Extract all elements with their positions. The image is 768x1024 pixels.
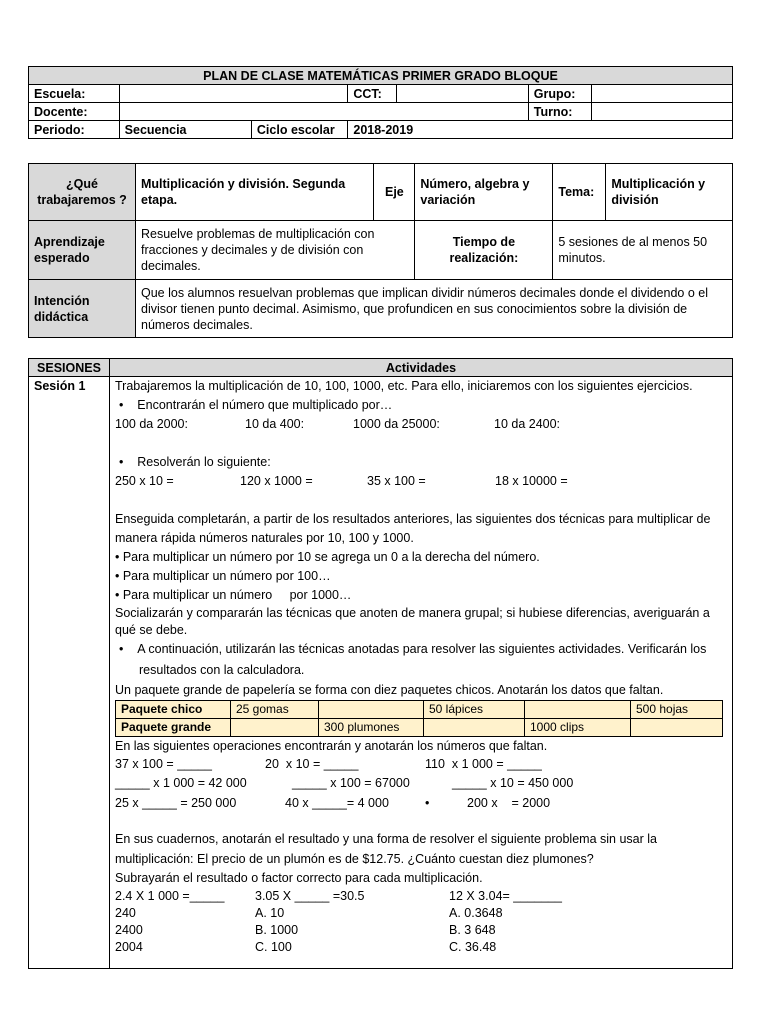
ciclo-value: 2018-2019 <box>348 121 733 139</box>
operation-item: 110 x 1 000 = _____ <box>425 757 542 771</box>
operaciones-row-1 <box>115 756 727 773</box>
paquete-cell <box>424 719 525 737</box>
exercise-item: 10 da 2400: <box>494 417 561 431</box>
cct-label: CCT: <box>348 85 397 103</box>
mc-item: C. 36.48 <box>449 940 497 954</box>
grupo-label: Grupo: <box>528 85 591 103</box>
exercise-row-2 <box>115 472 727 491</box>
grupo-value <box>591 85 732 103</box>
mc-item: 240 <box>115 906 136 920</box>
mc-item: C. 100 <box>255 940 292 954</box>
que-label: ¿Qué trabajaremos ? <box>29 164 136 221</box>
operation-item: 37 x 100 = _____ <box>115 757 212 771</box>
paquete-cell: 300 plumones <box>319 719 424 737</box>
ciclo-label: Ciclo escolar <box>251 121 347 139</box>
paquete-cell: 25 gomas <box>231 701 319 719</box>
exercise-row-1 <box>115 415 727 434</box>
paquete-chico-row <box>116 701 723 719</box>
bullet-encontraran-text: Encontrarán el número que multiplicado por… <box>137 398 393 412</box>
operation-item: 200 x = 2000 <box>467 796 551 810</box>
cct-value <box>397 85 528 103</box>
mc-item: 2.4 X 1 000 =_____ <box>115 889 225 903</box>
paquete-grande-row <box>116 719 723 737</box>
plan-title: PLAN DE CLASE MATEMÁTICAS PRIMER GRADO BLOQUE <box>29 67 733 85</box>
col-actividades: Actividades <box>110 359 733 377</box>
turno-value <box>591 103 732 121</box>
exercise-item: 250 x 10 = <box>115 474 174 488</box>
docente-value <box>119 103 528 121</box>
mc-item: B. 3 648 <box>449 923 496 937</box>
header-table <box>28 66 733 139</box>
paquete-cell <box>525 701 631 719</box>
operation-item: _____ x 1 000 = 42 000 <box>115 776 247 790</box>
bullet-continuacion: • A continuación, utilizarán las técnicas anotadas para resolver las siguientes actividades. Verificarán los resultados con la calculadora. <box>119 642 707 677</box>
mc-column-3 <box>449 888 562 956</box>
eje-value: Número, algebra y variación <box>415 164 553 221</box>
exercise-item: 18 x 10000 = <box>495 474 568 488</box>
cuadernos-text: En sus cuadernos, anotarán el resultado y una forma de resolver el siguiente problema sin usar la multiplicación: El precio de un plumón es de $12.75. ¿Cuánto cuestan diez plumones? <box>115 832 657 866</box>
bullet-continuacion-text: A continuación, utilizarán las técnicas anotadas para resolver las siguientes actividades. Verificarán los resultados con la calculadora. <box>137 642 707 677</box>
subrayaran-text: Subrayarán el resultado o factor correcto para cada multiplicación. <box>115 871 483 885</box>
paquete-cell <box>319 701 424 719</box>
mc-item: A. 10 <box>255 906 285 920</box>
mc-item: B. 1000 <box>255 923 299 937</box>
tiempo-value: 5 sesiones de al menos 50 minutos. <box>553 221 733 280</box>
docente-label: Docente: <box>29 103 120 121</box>
escuela-label: Escuela: <box>29 85 120 103</box>
mc-item: 2004 <box>115 940 143 954</box>
exercise-item: 1000 da 25000: <box>353 417 440 431</box>
paquete-cell: Paquete chico <box>116 701 231 719</box>
tecnica-100: • Para multiplicar un número por 100… <box>115 569 331 583</box>
turno-label: Turno: <box>528 103 591 121</box>
exercise-item: 120 x 1000 = <box>240 474 313 488</box>
session-label: Sesión 1 <box>29 377 110 969</box>
bullet-encontraran: • Encontrarán el número que multiplicado por… <box>119 398 393 412</box>
paquete-cell: 50 lápices <box>424 701 525 719</box>
tecnica-1000: • Para multiplicar un número por 1000… <box>115 588 352 602</box>
exercise-item: 10 da 400: <box>245 417 305 431</box>
operaciones-row-3 <box>115 793 727 813</box>
operation-item: 25 x _____ = 250 000 <box>115 796 237 810</box>
intencion-value: Que los alumnos resuelvan problemas que implican dividir números decimales donde el dividendo o el divisor tienen punto decimal. Asimismo, que profundicen en sus conocimientos sobre la división de números decimales. <box>136 280 733 338</box>
paquete-cell <box>631 719 723 737</box>
aprendizaje-value: Resuelve problemas de multiplicación con fracciones y decimales y de división con decimales. <box>136 221 415 280</box>
operaciones-row-2 <box>115 773 727 793</box>
paquete-intro: Un paquete grande de papelería se forma con diez paquetes chicos. Anotarán los datos que faltan. <box>115 683 664 697</box>
paquete-table <box>115 700 723 737</box>
secuencia-label: Secuencia <box>119 121 251 139</box>
paquete-cell <box>231 719 319 737</box>
operation-item: 40 x _____= 4 000 <box>285 796 389 810</box>
intencion-label: Intención didáctica <box>29 280 136 338</box>
aprendizaje-label: Aprendizaje esperado <box>29 221 136 280</box>
que-value: Multiplicación y división. Segunda etapa. <box>136 164 374 221</box>
tecnica-10: • Para multiplicar un número por 10 se agrega un 0 a la derecha del número. <box>115 550 540 564</box>
sessions-table <box>28 358 733 969</box>
intro-text: Trabajaremos la multiplicación de 10, 100, 1000, etc. Para ello, iniciaremos con los siguientes ejercicios. <box>115 379 693 393</box>
mc-item: 2400 <box>115 923 143 937</box>
tema-label: Tema: <box>553 164 606 221</box>
operation-item: _____ x 100 = 67000 <box>292 776 410 790</box>
socializaran-text: Socializarán y compararán las técnicas que anoten de manera grupal; si hubiese diferencias, averiguarán a qué se debe. <box>115 606 710 637</box>
mc-item: A. 0.3648 <box>449 906 503 920</box>
activities-cell <box>110 377 733 969</box>
col-sesiones: SESIONES <box>29 359 110 377</box>
mc-column-2 <box>255 888 449 956</box>
tema-value: Multiplicación y división <box>606 164 733 221</box>
exercise-item: 35 x 100 = <box>367 474 426 488</box>
paquete-cell: 1000 clips <box>525 719 631 737</box>
eje-label: Eje <box>374 164 415 221</box>
operaciones-intro: En las siguientes operaciones encontrarán y anotarán los números que faltan. <box>115 739 548 753</box>
enseguida-text: Enseguida completarán, a partir de los resultados anteriores, las siguientes dos técnicas para multiplicar de manera rápida números naturales por 10, 100 y 1000. <box>115 512 711 545</box>
operation-item: • <box>425 796 430 810</box>
operation-item: _____ x 10 = 450 000 <box>452 776 574 790</box>
bullet-resolveran: • Resolverán lo siguiente: <box>119 455 271 469</box>
mc-column-1 <box>115 888 255 956</box>
mc-item: 12 X 3.04= _______ <box>449 889 562 903</box>
plan-table <box>28 163 733 338</box>
mc-item: 3.05 X _____ =30.5 <box>255 889 365 903</box>
bullet-resolveran-text: Resolverán lo siguiente: <box>137 455 271 469</box>
operation-item: 20 x 10 = _____ <box>265 757 359 771</box>
escuela-value <box>119 85 348 103</box>
paquete-cell: 500 hojas <box>631 701 723 719</box>
paquete-cell: Paquete grande <box>116 719 231 737</box>
multiple-choice <box>115 888 727 956</box>
periodo-label: Periodo: <box>29 121 120 139</box>
exercise-item: 100 da 2000: <box>115 417 188 431</box>
tiempo-label: Tiempo de realización: <box>415 221 553 280</box>
